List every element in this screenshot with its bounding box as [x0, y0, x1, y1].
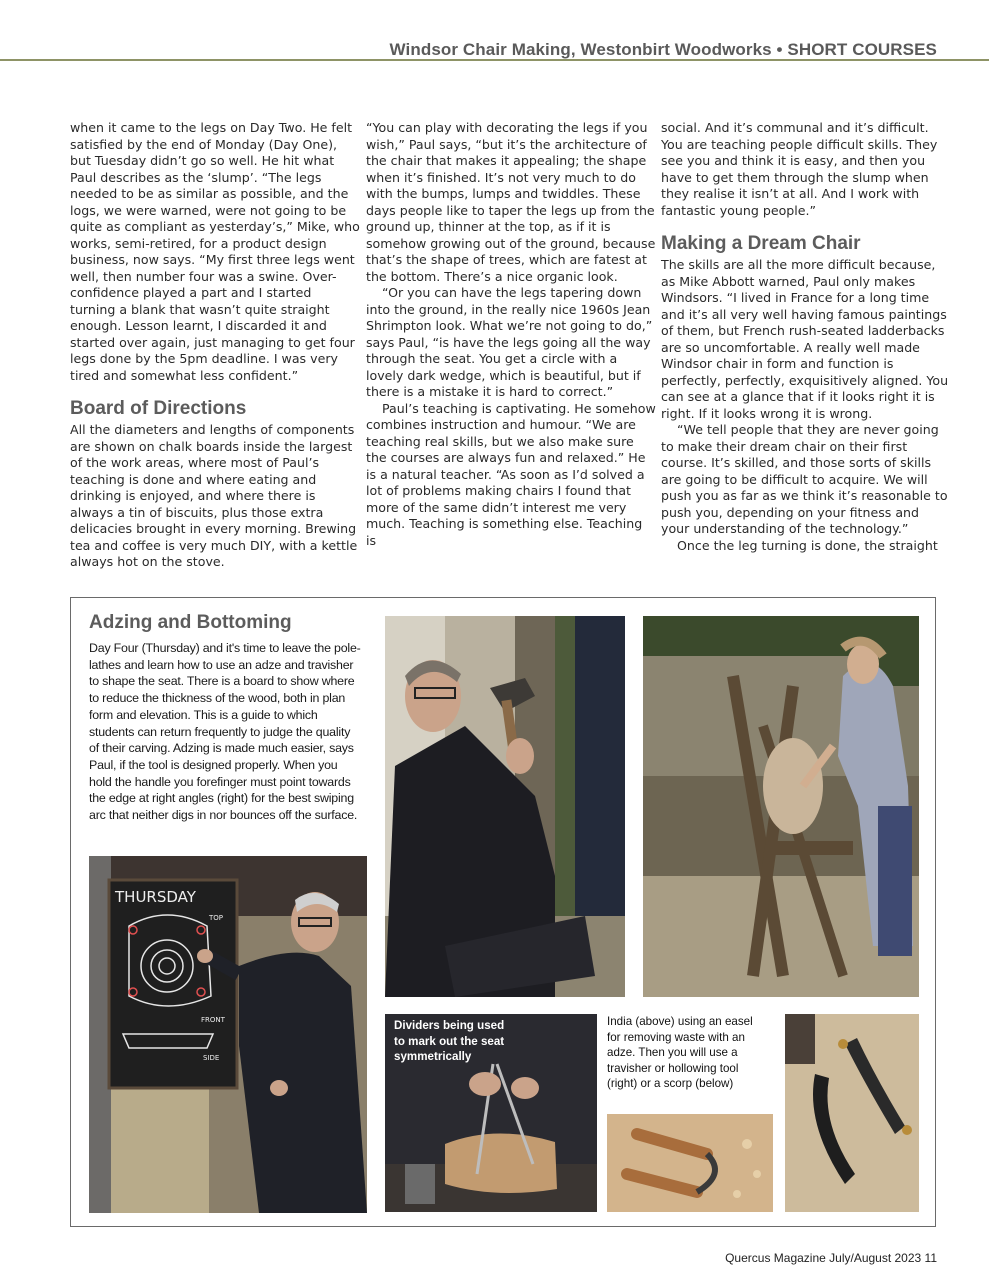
- chalkboard-top-label: TOP: [209, 914, 224, 922]
- text-column-1: [70, 120, 360, 571]
- paragraph: The skills are all the more difficult because, as Mike Abbott warned, Paul only makes Windsors. “I lived in France for a long time and it’s all very well having famous paintings of them, but French rush-seated ladderbacks are so uncomfortable. A really well made Windsor chair in form and function is perfectly, perfectly, exquisitively aligned. You can see at a glance that if it looks right it is right. If it looks wrong it is wrong.: [661, 257, 949, 421]
- chalkboard-side-label: SIDE: [203, 1054, 220, 1062]
- photo-man-with-adze: [385, 616, 625, 997]
- text-column-3: [661, 120, 951, 554]
- paragraph: “You can play with decorating the legs if you wish,” Paul says, “but it’s the architecture of the chair that makes it appealing; the shape when it’s finished. It’s not very much to do with the bumps, lumps and twiddles. These days people like to taper the legs up from the ground up, thinner at the top, as if it is somehow growing out of the ground, because that’s the shape of trees, which are fatest at the bottom. There’s a nice organic look.: [366, 120, 656, 284]
- section-heading: Making a Dream Chair: [661, 233, 861, 254]
- paragraph: Once the leg turning is done, the straight: [677, 537, 938, 553]
- page-footer: Quercus Magazine July/August 2023 11: [725, 1251, 937, 1265]
- photo-paul-at-chalkboard: [89, 856, 367, 1213]
- text-column-2: [366, 120, 656, 549]
- photo-scorp-tool: [785, 1014, 919, 1212]
- chalkboard-front-label: FRONT: [201, 1016, 225, 1024]
- caption-dividers: Dividers being used to mark out the seat symmetrically: [394, 1019, 505, 1063]
- photo-travisher-tool: [607, 1114, 773, 1212]
- boxout-text: Day Four (Thursday) and it's time to leave the pole-lathes and learn how to use an adze and travisher to shape the seat. There is a board to show where to reduce the thickness of the wood, both in plan form and elevation. This is a guide to which students can return frequently to judge the quality of their carving. Adzing is made much easier, says Paul, if the tool is designed properly. When you hold the handle you forefinger must point towards the edge at right angles (right) for the best swiping arc that neither digs in nor bounces off the surface.: [89, 641, 361, 823]
- paragraph: “Or you can have the legs tapering down into the ground, in the really nice 1960s Jean Shrimpton look. What we’re not going to do,” says Paul, “is have the legs going all the way through the seat. You get a circle with a lovely dark wedge, which is beautiful, but if there is a mistake it is hard to correct.”: [366, 285, 653, 399]
- paragraph: when it came to the legs on Day Two. He felt satisfied by the end of Monday (Day One), but Tuesday didn’t go so well. He hit what Paul describes as the ‘slump’. “The legs needed to be as similar as possible, and the logs, we were warned, were not going to be quite as compliant as yesterday’s,” Mike, who works, semi-retired, for a product design business, now says. “My first three legs went well, then number four was a swine. Over-confidence played a part and I started turning a blank that wasn’t quite straight enough. Lesson learnt, I discarded it and started over again, just managing to get four legs done by the 5pm deadline. I was very tired and somewhat less confident.”: [70, 120, 360, 383]
- header-rule: [0, 59, 989, 61]
- caption-india: India (above) using an easel for removing waste with an adze. Then you will use a travisher or hollowing tool (right) or a scorp (below): [607, 1015, 753, 1090]
- photo-india-with-easel: [643, 616, 919, 997]
- running-header-title: Windsor Chair Making, Westonbirt Woodworks • SHORT COURSES: [389, 40, 937, 59]
- section-heading: Board of Directions: [70, 398, 247, 419]
- sidebar-boxout: [70, 597, 936, 1227]
- paragraph: All the diameters and lengths of components are shown on chalk boards inside the largest of the work areas, where most of Paul’s teaching is done and where eating and drinking is enjoyed, and where there is always a tin of biscuits, plus those extra delicacies brought in every morning. Brewing tea and coffee is very much DIY, with a kettle always hot on the stove.: [70, 422, 358, 569]
- paragraph: “We tell people that they are never going to make their dream chair on their first course. It’s skilled, and those sorts of skills are going to be difficult to acquire. We will push you as far as we think it’s reasonable to push you, depending on your fitness and your understanding of the technology.”: [661, 422, 948, 536]
- page-header: [0, 0, 989, 64]
- photo-dividers-marking-seat: [385, 1014, 597, 1212]
- paragraph: Paul’s teaching is captivating. He somehow combines instruction and humour. “We are teaching real skills, but we also make sure the courses are always fun and relaxed.” He is a natural teacher. “As soon as I’d solved a lot of problems making chairs I found that more of the same didn’t interest me very much. Teaching is something else. Teaching is: [366, 400, 656, 548]
- paragraph: social. And it’s communal and it’s difficult. You are teaching people difficult skills. They see you and think it is easy, and then you have to get them through the slump when they realise it isn’t at all. And I work with fantastic young people.”: [661, 120, 938, 218]
- boxout-title: Adzing and Bottoming: [89, 612, 292, 633]
- chalkboard-day-label: THURSDAY: [115, 888, 196, 906]
